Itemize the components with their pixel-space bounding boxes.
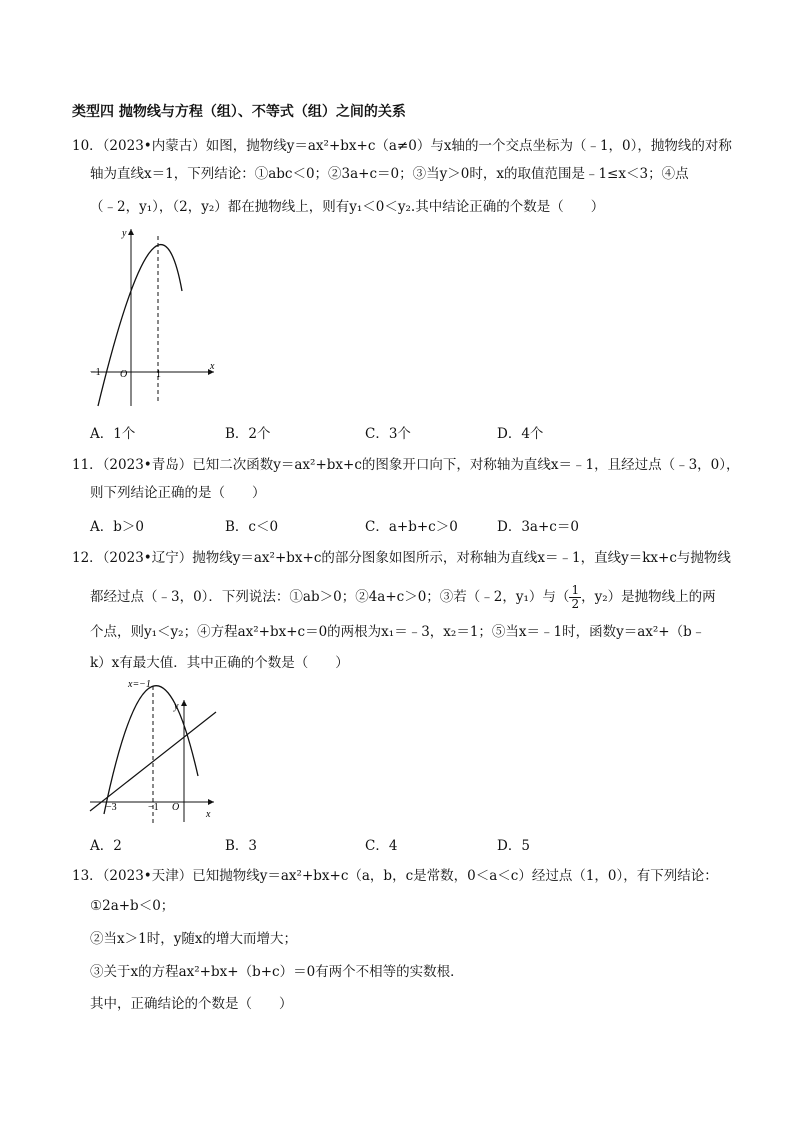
- q12-frac-denominator: 2: [571, 597, 580, 611]
- q10-option-c: C．3个: [365, 426, 411, 442]
- q12-fraction-one-half: [569, 584, 581, 611]
- q11-option-a: A．b＞0: [90, 519, 144, 535]
- q12-line-1: 12．（2023•辽宁）抛物线y＝ax²+bx+c的部分图象如图所示，对称轴为直线x＝﹣1，直线y＝kx+c与抛物线: [72, 550, 731, 566]
- q12-y-label: y: [174, 701, 179, 712]
- q10-y-label: y: [122, 228, 127, 239]
- q13-statement-2: ②当x＞1时，y随x的增大而增大；: [90, 931, 297, 947]
- q12-frac-numerator: 1: [571, 583, 580, 597]
- q13-statement-1: ①2a+b＜0；: [90, 898, 175, 914]
- q11-option-c: C．a+b+c＞0: [365, 519, 458, 535]
- q10-x-label: x: [210, 361, 215, 372]
- q12-line-3: 个点，则y₁＜y₂；④方程ax²+bx+c＝0的两根为x₁＝﹣3，x₂＝1；⑤当x＝﹣1时，函数y＝ax²+（b﹣: [90, 624, 706, 640]
- q10-option-a: A．1个: [90, 426, 136, 442]
- q11-option-d: D．3a+c＝0: [497, 519, 579, 535]
- q12-parabola-line-graph: [88, 676, 223, 828]
- q12-option-b: B．3: [225, 838, 258, 854]
- q11-line-1: 11．（2023•青岛）已知二次函数y＝ax²+bx+c的图象开口向下，对称轴为直线x＝﹣1，且经过点（﹣3，0），: [72, 457, 740, 473]
- q12-option-d: D．5: [497, 838, 530, 854]
- q10-parabola-curve: [98, 245, 182, 406]
- q12-x-label: x: [206, 809, 211, 820]
- q10-line-1: 10．（2023•内蒙古）如图，抛物线y＝ax²+bx+c（a≠0）与x轴的一个交点坐标为（﹣1，0），抛物线的对称: [72, 138, 732, 154]
- q12-option-a: A．2: [90, 838, 122, 854]
- q12-straight-line: [90, 712, 216, 811]
- q10-origin-label: O: [120, 369, 128, 380]
- q10-line-3: （﹣2，y₁），（2，y₂）都在抛物线上，则有y₁＜0＜y₂.其中结论正确的个数是（ ）: [90, 199, 605, 215]
- q10-option-d: D．4个: [497, 426, 544, 442]
- q12-x-arrow: [208, 799, 214, 805]
- q13-question: 其中，正确结论的个数是（ ）: [90, 996, 293, 1012]
- q12-line-2-end: ，y₂）是抛物线上的两: [581, 589, 716, 605]
- q10-y-arrow: [128, 229, 134, 235]
- q12-origin-label: O: [172, 802, 180, 813]
- section-title: 类型四 抛物线与方程（组）、不等式（组）之间的关系: [72, 104, 406, 120]
- q10-one-label: 1: [156, 369, 161, 380]
- q11-option-b: B．c＜0: [225, 519, 279, 535]
- q12-neg3-label: −3: [106, 802, 117, 813]
- q10-parabola-graph: [86, 224, 226, 409]
- q10-option-b: B．2个: [225, 426, 271, 442]
- q12-neg1-label: −1: [148, 802, 159, 813]
- q12-symmetry-label: x=−1: [128, 679, 151, 690]
- q12-y-arrow: [181, 700, 187, 706]
- q11-line-2: 则下列结论正确的是（ ）: [90, 485, 266, 501]
- q13-statement-3: ③关于x的方程ax²+bx+（b+c）＝0有两个不相等的实数根．: [90, 964, 464, 980]
- q13-line-1: 13．（2023•天津）已知抛物线y＝ax²+bx+c（a，b，c是常数，0＜a＜c）经过点（1，0），有下列结论：: [72, 868, 718, 884]
- q10-line-2: 轴为直线x＝1，下列结论：①abc＜0；②3a+c＝0；③当y＞0时，x的取值范围是﹣1≤x＜3；④点: [90, 166, 689, 182]
- q12-line-4: k）x有最大值．其中正确的个数是（ ）: [90, 655, 349, 671]
- q12-line-2: [90, 584, 716, 611]
- q12-option-c: C．4: [365, 838, 398, 854]
- q12-line-2-start: 都经过点（﹣3，0）．下列说法：①ab＞0；②4a+c＞0；③若（﹣2，y₁）与（: [90, 589, 570, 605]
- q10-neg1-label: −1: [90, 367, 101, 378]
